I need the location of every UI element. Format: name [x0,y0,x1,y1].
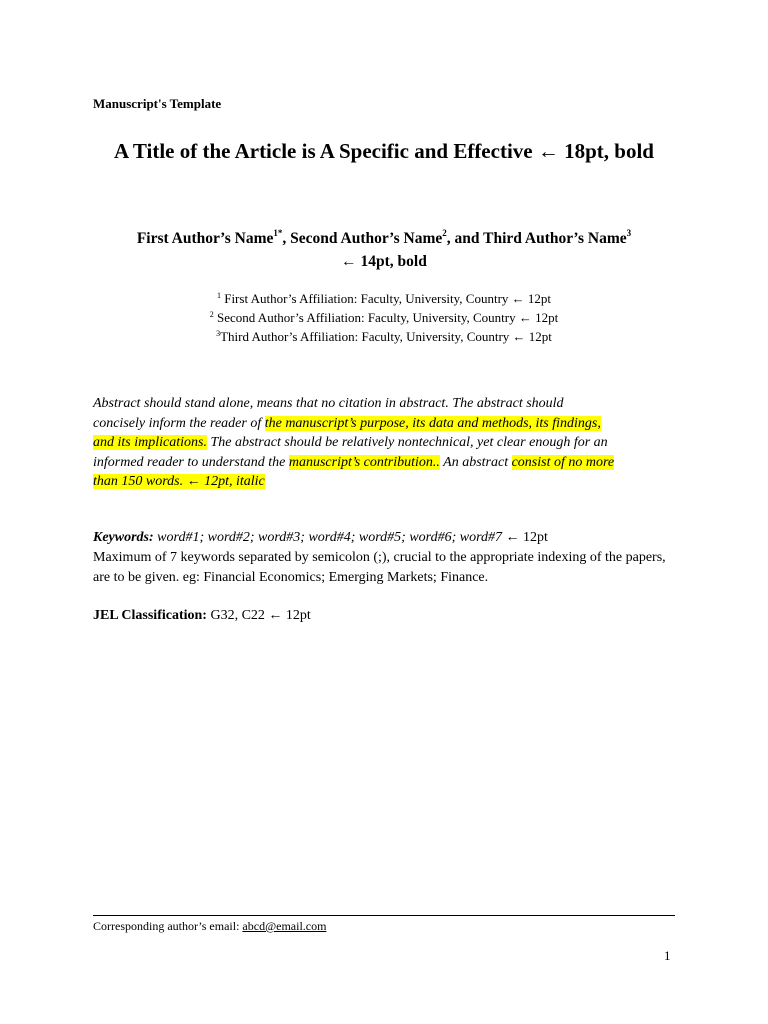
keywords-description: Maximum of 7 keywords separated by semicolon (;), crucial to the appropriate indexing of the papers, are to be given. eg: Financial Economics; Emerging Markets; Finance. [93,550,666,585]
abstract-highlight: consist of no more [511,454,615,470]
keywords-label: Keywords: [93,530,154,545]
affiliation-marker: 2 [209,310,214,319]
abstract-line [93,433,675,453]
affiliation-marker: 3 [216,329,221,338]
affiliation-list [93,289,675,346]
third-author-marker: 3 [626,228,632,238]
author-separator: , [282,230,291,247]
author-size-note: ← 14pt, bold [341,253,427,270]
template-label: Manuscript's Template [93,96,222,111]
affiliation-text: Third Author’s Affiliation: Faculty, University, Country ← 12pt [220,329,552,344]
affiliation-item [93,289,675,308]
affiliation-text: First Author’s Affiliation: Faculty, University, Country ← 12pt [220,291,552,306]
jel-value: G32, C22 ← 12pt [206,608,311,623]
article-title: A Title of the Article is A Specific and Effective ← 18pt, bold [114,139,654,163]
second-author-marker: 2 [442,228,447,238]
jel-label: JEL Classification: [93,608,207,623]
abstract-line [93,414,675,434]
abstract-highlight: manuscript’s contribution.. [288,454,440,470]
page-number: 1 [664,948,671,963]
corresponding-author-footnote [93,918,326,934]
email-link[interactable]: abcd@email.com [242,919,327,933]
affiliation-text: Second Author’s Affiliation: Faculty, University, Country ← 12pt [213,310,559,325]
first-author-marker: 1* [273,228,283,238]
abstract-text: An abstract [439,454,512,470]
abstract [93,394,675,492]
keywords-section [93,528,675,588]
abstract-line [93,394,675,414]
author-list [93,227,675,273]
keywords-size-note: ← 12pt [502,530,548,545]
affiliation-marker: 1 [216,291,221,300]
abstract-text: The abstract should be relatively nontechnical, yet clear enough for an [206,435,608,450]
abstract-highlight: the manuscript’s purpose, its data and methods, its findings, [264,415,601,431]
abstract-line [93,472,675,492]
third-author-name: Third Author’s Name [483,230,627,247]
abstract-highlight: and its implications. [93,435,207,450]
first-author-name: First Author’s Name [136,230,274,247]
abstract-highlight: than 150 words. ← 12pt, italic [93,474,265,489]
abstract-text: informed reader to understand the [93,454,289,470]
abstract-text: concisely inform the reader of [93,415,265,431]
abstract-text: Abstract should stand alone, means that no citation in abstract. The abstract should [93,396,564,411]
footnote-divider [93,915,675,916]
affiliation-item [93,327,675,346]
footnote-label: Corresponding author’s email: [93,919,243,933]
author-separator: , and [446,230,484,247]
affiliation-item [93,308,675,327]
keywords-line [93,528,675,548]
second-author-name: Second Author’s Name [290,230,443,247]
jel-classification [93,606,675,626]
keywords-list: word#1; word#2; word#3; word#4; word#5; word#6; word#7 [153,530,503,545]
abstract-line [93,453,675,473]
